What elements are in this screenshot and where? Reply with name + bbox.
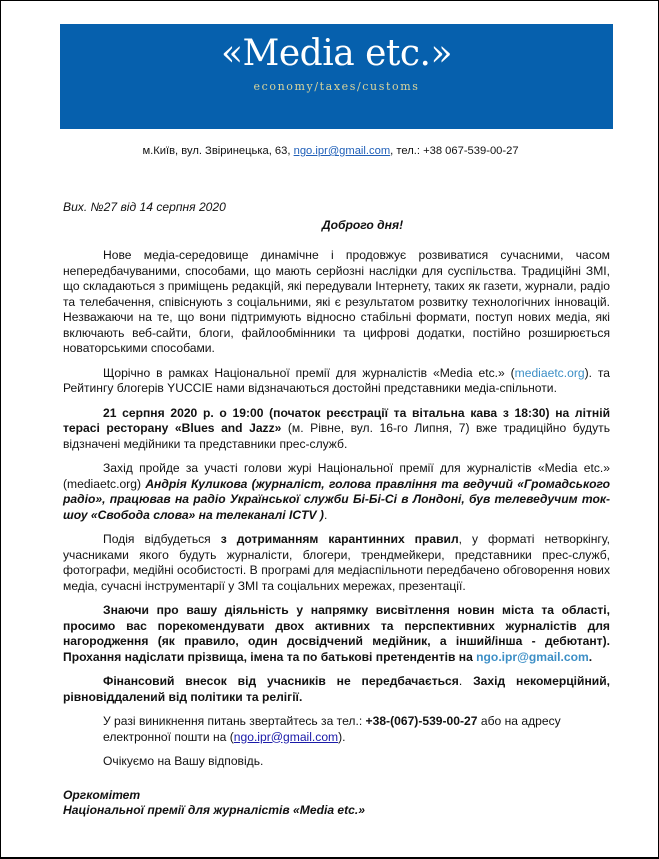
signature-line-2: Національної премії для журналістів «Media etc.»: [63, 802, 365, 817]
finance-separator: .: [458, 674, 474, 688]
paragraph-closing: Очікуємо на Вашу відповідь.: [103, 754, 264, 768]
paragraph-award: [63, 366, 610, 397]
letter-body: [63, 200, 610, 818]
paragraph-contacts: [103, 714, 610, 745]
format-after: , у форматі нетворкінгу, учасниками якого будуть журналісти, блогери, трендмейкери, представники прес-служб, фотографи, медійні особистості. В програмі для медіаспільноти передбачено обговорення нових медіа, сучасні інструментарії у ЗМІ та соціальних мережах, презентації.: [63, 532, 610, 593]
banner-subtitle: economy/taxes/customs: [253, 80, 420, 93]
contacts-middle: або на адресу електронної пошти на (: [103, 714, 561, 744]
greeting: Доброго дня!: [321, 217, 404, 232]
jury-head-name: Андрія Куликова (журналіст, голова правління та ведучий «Громадського радіо», працював на радіо Української служби Бі-Бі-Сі в Лондоні, був телеведучим ток-шоу «Свобода слова» на телеканалі ICTV ): [63, 476, 610, 522]
contact-address: [1, 145, 659, 157]
event-date-bold: 21 серпня 2020 р. о 19:00 (початок реєстрації та вітальна кава з 18:30) на літній терасі ресторану «Blues and Jazz»: [63, 405, 610, 435]
event-location: (м. Рівне, вул. 16-го Липня, 7) вже традиційно будуть відзначені медійники та представники прес-служб.: [63, 421, 610, 451]
paragraph-request: [63, 603, 610, 665]
paragraph-jury: [63, 461, 610, 523]
paragraph-intro: Нове медіа-середовище динамічне і продовжує розвиватися сучасними, часом непередбачуваними, способами, що мають серйозні наслідки для суспільства. Традиційні ЗМІ, що складаються з приміщень редакцій, які передували Інтернету, таких як газети, журнали, радіо та телебачення, співіснують з соціальними, які є результатом розвитку технологічних інновацій. Незважаючи на те, що вони підтримують відносно стабільні формати, поступ нових медіа, які включають веб-сайти, блоги, файлообмінники та цифрові додатки, постійно розширюється новаторськими способами.: [63, 248, 610, 355]
contacts-phone: +38-(067)-539-00-27: [365, 714, 478, 728]
contacts-before: У разі виникнення питань звертайтесь за тел.:: [103, 714, 366, 728]
paragraph-finance: [63, 674, 610, 705]
request-end: .: [588, 649, 593, 664]
address-text: м.Київ, вул. Звіринецька, 63,: [142, 145, 294, 157]
request-email-link[interactable]: ngo.ipr@gmail.com: [476, 649, 589, 664]
finance-text: Фінансовий внесок від учасників не передбачається: [103, 674, 459, 688]
award-text-after: ). та Рейтингу блогерів YUCCIE нами відзначаються достойні представники медіа-спільноти.: [63, 365, 610, 395]
header-banner: [60, 24, 613, 129]
signature-line-1: Оргкомітет: [63, 787, 141, 802]
address-phone: , тел.: +38 067-539-00-27: [390, 145, 519, 157]
noncommercial-text: Захід некомерційний, рівновіддалений від політики та релігії.: [63, 674, 610, 704]
paragraph-format: [63, 532, 610, 594]
format-before: Подія відбудеться: [103, 532, 221, 546]
header-email-link[interactable]: ngo.ipr@gmail.com: [293, 145, 391, 157]
award-text-before: Щорічно в рамках Національної премії для журналістів «Media etc.» (: [103, 365, 515, 380]
mediaetc-link[interactable]: mediaetc.org: [514, 365, 585, 380]
outgoing-number: Вих. №27 від 14 серпня 2020: [63, 200, 226, 214]
request-text: Знаючи про вашу діяльність у напрямку висвітлення новин міста та області, просимо вас порекомендувати двох активних та перспективних журналістів для нагородження (як правило, один досвідчений медійник, а інший/інша - дебютант). Прохання надіслати прізвища, імена та по батькові претендентів на: [63, 603, 610, 664]
signature: [63, 788, 610, 818]
contacts-email-link[interactable]: ngo.ipr@gmail.com: [233, 729, 339, 744]
quarantine-rules: з дотриманням карантинних правил: [220, 532, 459, 546]
banner-title: «Media etc.»: [220, 33, 453, 74]
jury-text: Захід пройде за участі голови журі Національної премії для журналістів «Media etc.» (mediaetc.org): [63, 461, 610, 491]
contacts-end: ).: [338, 729, 346, 744]
jury-end: .: [323, 507, 328, 522]
paragraph-event-date: [63, 406, 610, 453]
